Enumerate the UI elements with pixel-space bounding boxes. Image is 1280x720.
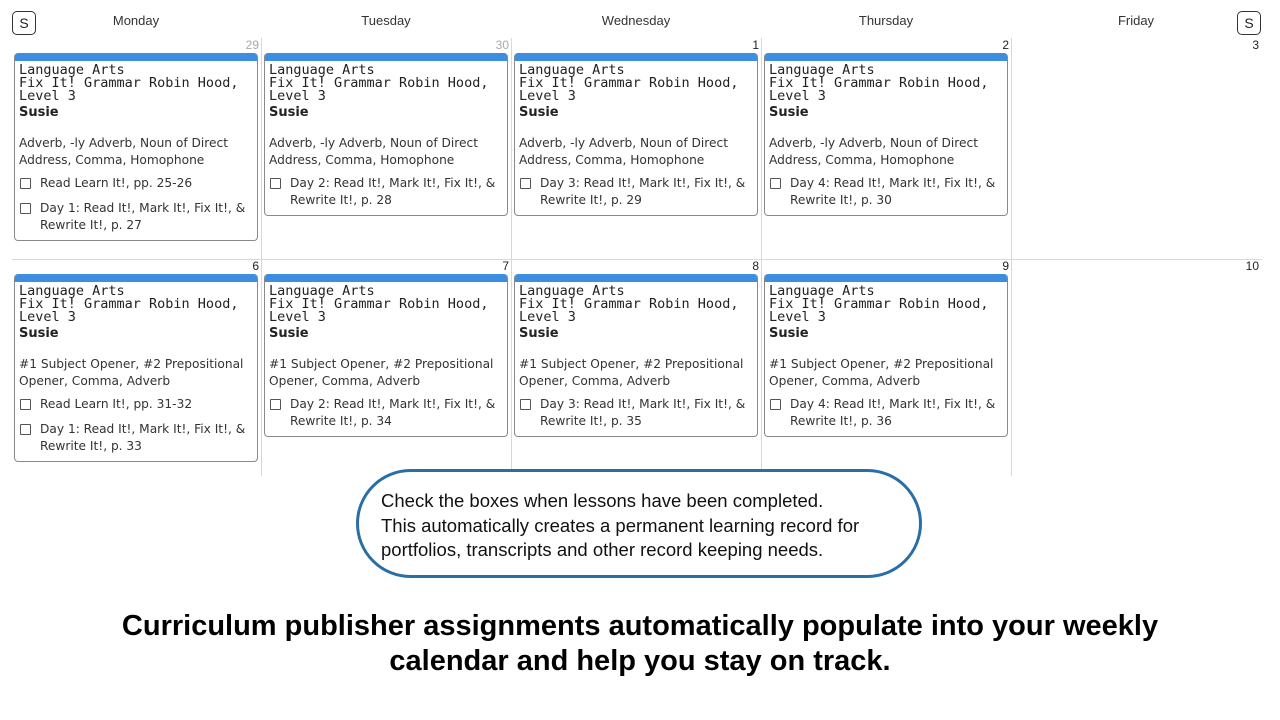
grid-divider bbox=[511, 38, 512, 476]
card-topic: Adverb, -ly Adverb, Noun of Direct Address, Comma, Homophone bbox=[269, 136, 479, 167]
grid-divider bbox=[761, 38, 762, 476]
task-item bbox=[19, 396, 253, 413]
promo-headline bbox=[0, 609, 1280, 679]
assignment-card[interactable] bbox=[14, 274, 258, 462]
card-course: Fix It! Grammar Robin Hood, bbox=[769, 296, 989, 312]
task-label: Day 2: Read It!, Mark It!, Fix It!, & Rewrite It!, p. 28 bbox=[290, 176, 496, 207]
task-item bbox=[269, 396, 503, 430]
card-subject: Language Arts bbox=[269, 283, 375, 299]
date-number: 3 bbox=[1252, 38, 1259, 52]
card-color-bar bbox=[15, 274, 257, 282]
task-label: Day 2: Read It!, Mark It!, Fix It!, & Rewrite It!, p. 34 bbox=[290, 397, 496, 428]
card-student: Susie bbox=[769, 326, 809, 341]
task-checkbox[interactable] bbox=[20, 399, 31, 410]
assignment-card[interactable] bbox=[14, 53, 258, 241]
task-checkbox[interactable] bbox=[20, 178, 31, 189]
task-item bbox=[19, 200, 253, 234]
show-saturday-button[interactable]: S bbox=[1237, 11, 1261, 35]
task-label: Day 4: Read It!, Mark It!, Fix It!, & Rewrite It!, p. 36 bbox=[790, 397, 996, 428]
task-item bbox=[769, 175, 1003, 209]
task-label: Day 4: Read It!, Mark It!, Fix It!, & Rewrite It!, p. 30 bbox=[790, 176, 996, 207]
card-course: Fix It! Grammar Robin Hood, bbox=[19, 75, 239, 91]
card-student: Susie bbox=[19, 105, 59, 120]
day-header-wednesday: Wednesday bbox=[601, 13, 671, 28]
task-label: Day 1: Read It!, Mark It!, Fix It!, & Rewrite It!, p. 33 bbox=[40, 422, 246, 453]
task-checkbox[interactable] bbox=[20, 203, 31, 214]
card-subject: Language Arts bbox=[519, 62, 625, 78]
card-course: Level 3 bbox=[519, 88, 576, 104]
card-topic: Adverb, -ly Adverb, Noun of Direct Address, Comma, Homophone bbox=[19, 136, 229, 167]
task-label: Day 3: Read It!, Mark It!, Fix It!, & Rewrite It!, p. 35 bbox=[540, 397, 746, 428]
card-course: Level 3 bbox=[19, 88, 76, 104]
task-checkbox[interactable] bbox=[20, 424, 31, 435]
date-number: 7 bbox=[502, 259, 509, 273]
card-topic: #1 Subject Opener, #2 Prepositional Opener, Comma, Adverb bbox=[269, 357, 494, 388]
card-body bbox=[15, 61, 257, 240]
date-number: 9 bbox=[1002, 259, 1009, 273]
card-course: Level 3 bbox=[769, 88, 826, 104]
card-topic: Adverb, -ly Adverb, Noun of Direct Address, Comma, Homophone bbox=[519, 136, 729, 167]
card-color-bar bbox=[765, 53, 1007, 61]
day-header-friday: Friday bbox=[1117, 13, 1155, 28]
card-student: Susie bbox=[519, 105, 559, 120]
task-item bbox=[19, 175, 253, 192]
card-topic: #1 Subject Opener, #2 Prepositional Opener, Comma, Adverb bbox=[519, 357, 744, 388]
task-checkbox[interactable] bbox=[770, 178, 781, 189]
card-color-bar bbox=[265, 274, 507, 282]
card-topic: #1 Subject Opener, #2 Prepositional Opener, Comma, Adverb bbox=[769, 357, 994, 388]
day-header-thursday: Thursday bbox=[858, 13, 914, 28]
task-item bbox=[269, 175, 503, 209]
card-course: Level 3 bbox=[19, 309, 76, 325]
task-checkbox[interactable] bbox=[270, 178, 281, 189]
task-checkbox[interactable] bbox=[770, 399, 781, 410]
card-student: Susie bbox=[269, 105, 309, 120]
task-item bbox=[19, 421, 253, 455]
card-topic: #1 Subject Opener, #2 Prepositional Opener, Comma, Adverb bbox=[19, 357, 244, 388]
callout-bubble bbox=[356, 469, 922, 578]
card-subject: Language Arts bbox=[519, 283, 625, 299]
task-item bbox=[519, 396, 753, 430]
card-course: Fix It! Grammar Robin Hood, bbox=[269, 75, 489, 91]
card-course: Level 3 bbox=[769, 309, 826, 325]
task-label: Read Learn It!, pp. 31-32 bbox=[40, 397, 193, 411]
card-student: Susie bbox=[19, 326, 59, 341]
card-color-bar bbox=[15, 53, 257, 61]
task-checkbox[interactable] bbox=[520, 399, 531, 410]
task-checkbox[interactable] bbox=[270, 399, 281, 410]
card-body bbox=[265, 61, 507, 215]
task-label: Day 3: Read It!, Mark It!, Fix It!, & Rewrite It!, p. 29 bbox=[540, 176, 746, 207]
card-topic: Adverb, -ly Adverb, Noun of Direct Address, Comma, Homophone bbox=[769, 136, 979, 167]
date-number: 1 bbox=[752, 38, 759, 52]
assignment-card[interactable] bbox=[514, 53, 758, 216]
week-divider bbox=[12, 259, 1262, 260]
card-body bbox=[515, 282, 757, 436]
task-item bbox=[519, 175, 753, 209]
callout-line: portfolios, transcripts and other record keeping needs. bbox=[381, 539, 824, 560]
grid-divider bbox=[1011, 38, 1012, 476]
day-header-monday: Monday bbox=[112, 13, 160, 28]
assignment-card[interactable] bbox=[514, 274, 758, 437]
day-header-tuesday: Tuesday bbox=[361, 13, 411, 28]
card-subject: Language Arts bbox=[269, 62, 375, 78]
task-item bbox=[769, 396, 1003, 430]
date-number: 30 bbox=[495, 38, 509, 52]
card-course: Level 3 bbox=[519, 309, 576, 325]
card-body bbox=[765, 282, 1007, 436]
card-student: Susie bbox=[269, 326, 309, 341]
card-student: Susie bbox=[769, 105, 809, 120]
card-color-bar bbox=[515, 274, 757, 282]
date-number: 8 bbox=[752, 259, 759, 273]
card-color-bar bbox=[265, 53, 507, 61]
card-course: Level 3 bbox=[269, 88, 326, 104]
card-body bbox=[15, 282, 257, 461]
card-body bbox=[265, 282, 507, 436]
card-subject: Language Arts bbox=[769, 62, 875, 78]
task-checkbox[interactable] bbox=[520, 178, 531, 189]
card-course: Fix It! Grammar Robin Hood, bbox=[19, 296, 239, 312]
card-student: Susie bbox=[519, 326, 559, 341]
show-sunday-button[interactable]: S bbox=[12, 11, 36, 35]
assignment-card[interactable] bbox=[764, 274, 1008, 437]
card-body bbox=[765, 61, 1007, 215]
card-course: Fix It! Grammar Robin Hood, bbox=[519, 75, 739, 91]
date-number: 29 bbox=[245, 38, 259, 52]
headline-line: Curriculum publisher assignments automatically populate into your weekly bbox=[121, 610, 1159, 642]
callout-line: Check the boxes when lessons have been completed. bbox=[381, 490, 824, 511]
date-number: 10 bbox=[1245, 259, 1259, 273]
headline-line: calendar and help you stay on track. bbox=[389, 645, 891, 677]
card-color-bar bbox=[765, 274, 1007, 282]
card-subject: Language Arts bbox=[769, 283, 875, 299]
assignment-card[interactable] bbox=[764, 53, 1008, 216]
card-subject: Language Arts bbox=[19, 62, 125, 78]
grid-divider bbox=[261, 38, 262, 476]
card-course: Fix It! Grammar Robin Hood, bbox=[269, 296, 489, 312]
card-course: Fix It! Grammar Robin Hood, bbox=[519, 296, 739, 312]
card-course: Fix It! Grammar Robin Hood, bbox=[769, 75, 989, 91]
date-number: 2 bbox=[1002, 38, 1009, 52]
task-label: Read Learn It!, pp. 25-26 bbox=[40, 176, 193, 190]
callout-line: This automatically creates a permanent learning record for bbox=[381, 514, 860, 536]
assignment-card[interactable] bbox=[264, 274, 508, 437]
card-course: Level 3 bbox=[269, 309, 326, 325]
task-label: Day 1: Read It!, Mark It!, Fix It!, & Rewrite It!, p. 27 bbox=[40, 201, 246, 232]
date-number: 6 bbox=[252, 259, 259, 273]
assignment-card[interactable] bbox=[264, 53, 508, 216]
card-body bbox=[515, 61, 757, 215]
card-subject: Language Arts bbox=[19, 283, 125, 299]
card-color-bar bbox=[515, 53, 757, 61]
